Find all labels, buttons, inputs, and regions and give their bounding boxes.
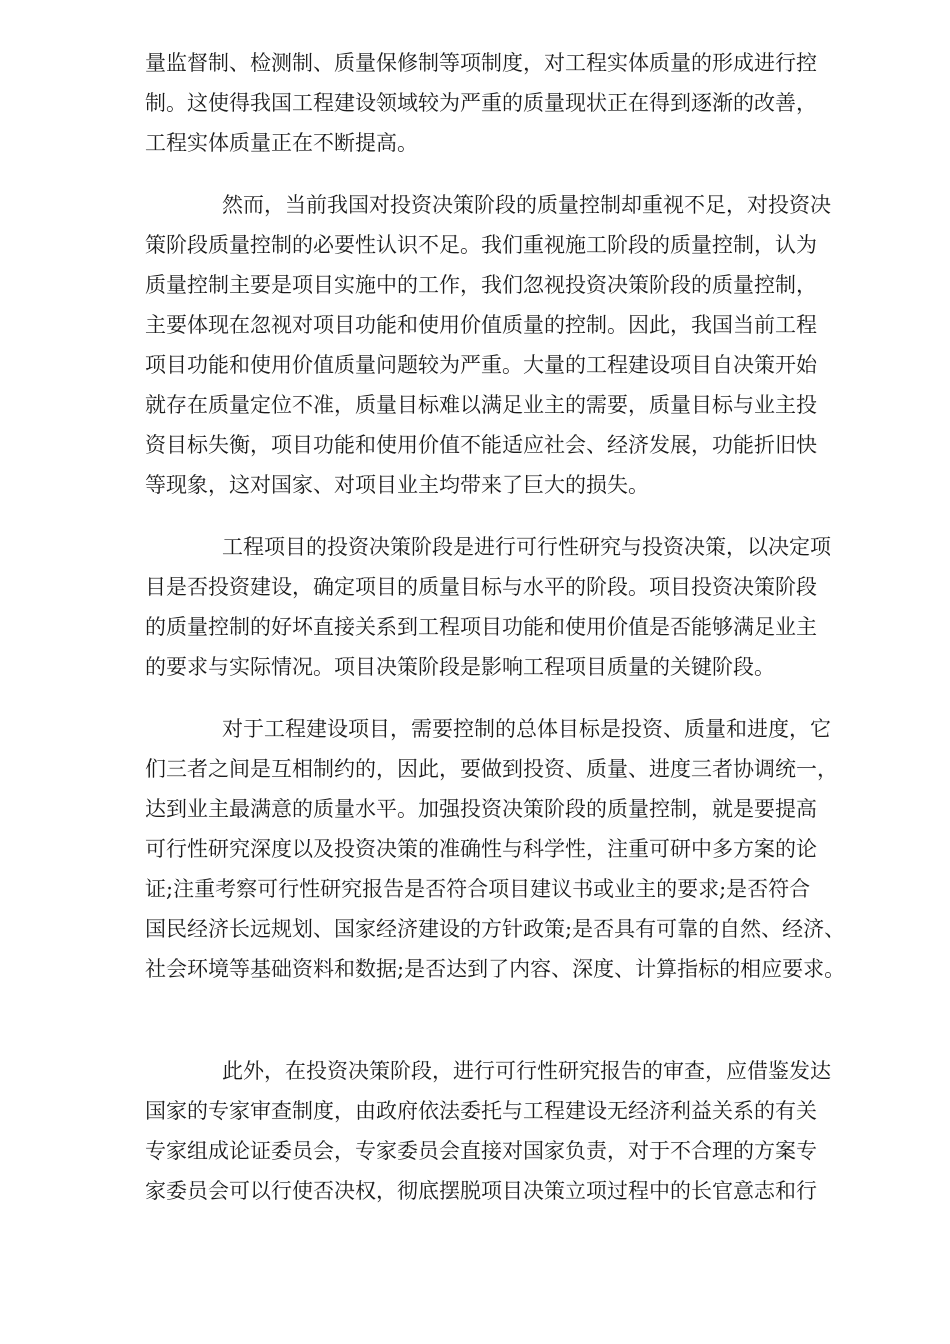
text-line: 证;注重考察可行性研究报告是否符合项目建议书或业主的要求;是否符合 <box>145 877 811 901</box>
text-line: 的质量控制的好坏直接关系到工程项目功能和使用价值是否能够满足业主 <box>145 615 817 639</box>
text-line: 然而，当前我国对投资决策阶段的质量控制却重视不足，对投资决 <box>222 193 831 217</box>
text-line: 资目标失衡，项目功能和使用价值不能适应社会、经济发展，功能折旧快 <box>145 433 817 457</box>
text-line: 工程实体质量正在不断提高。 <box>145 131 418 155</box>
text-line: 就存在质量定位不准，质量目标难以满足业主的需要，质量目标与业主投 <box>145 393 817 417</box>
text-line: 质量控制主要是项目实施中的工作，我们忽视投资决策阶段的质量控制， <box>145 273 817 297</box>
text-line: 等现象，这对国家、对项目业主均带来了巨大的损失。 <box>145 473 649 497</box>
text-line: 达到业主最满意的质量水平。加强投资决策阶段的质量控制，就是要提高 <box>145 797 817 821</box>
text-line: 可行性研究深度以及投资决策的准确性与科学性，注重可研中多方案的论 <box>145 837 817 861</box>
text-line: 国家的专家审查制度，由政府依法委托与工程建设无经济利益关系的有关 <box>145 1099 817 1123</box>
text-line: 对于工程建设项目，需要控制的总体目标是投资、质量和进度，它 <box>222 717 831 741</box>
text-line: 国民经济长远规划、国家经济建设的方针政策;是否具有可靠的自然、经济、 <box>145 917 846 941</box>
text-line: 策阶段质量控制的必要性认识不足。我们重视施工阶段的质量控制，认为 <box>145 233 817 257</box>
text-line: 量监督制、检测制、质量保修制等项制度，对工程实体质量的形成进行控 <box>145 51 817 75</box>
text-line: 的要求与实际情况。项目决策阶段是影响工程项目质量的关键阶段。 <box>145 655 775 679</box>
text-line: 制。这使得我国工程建设领域较为严重的质量现状正在得到逐渐的改善， <box>145 91 817 115</box>
text-line: 家委员会可以行使否决权，彻底摆脱项目决策立项过程中的长官意志和行 <box>145 1179 817 1203</box>
text-line: 专家组成论证委员会，专家委员会直接对国家负责，对于不合理的方案专 <box>145 1139 817 1163</box>
text-line: 项目功能和使用价值质量问题较为严重。大量的工程建设项目自决策开始 <box>145 353 817 377</box>
text-line: 社会环境等基础资料和数据;是否达到了内容、深度、计算指标的相应要求。 <box>145 957 846 981</box>
text-line: 工程项目的投资决策阶段是进行可行性研究与投资决策，以决定项 <box>222 535 831 559</box>
text-line: 主要体现在忽视对项目功能和使用价值质量的控制。因此，我国当前工程 <box>145 313 817 337</box>
text-line: 此外，在投资决策阶段，进行可行性研究报告的审查，应借鉴发达 <box>222 1059 831 1083</box>
text-line: 们三者之间是互相制约的，因此，要做到投资、质量、进度三者协调统一， <box>145 757 838 781</box>
text-line: 目是否投资建设，确定项目的质量目标与水平的阶段。项目投资决策阶段 <box>145 575 817 599</box>
